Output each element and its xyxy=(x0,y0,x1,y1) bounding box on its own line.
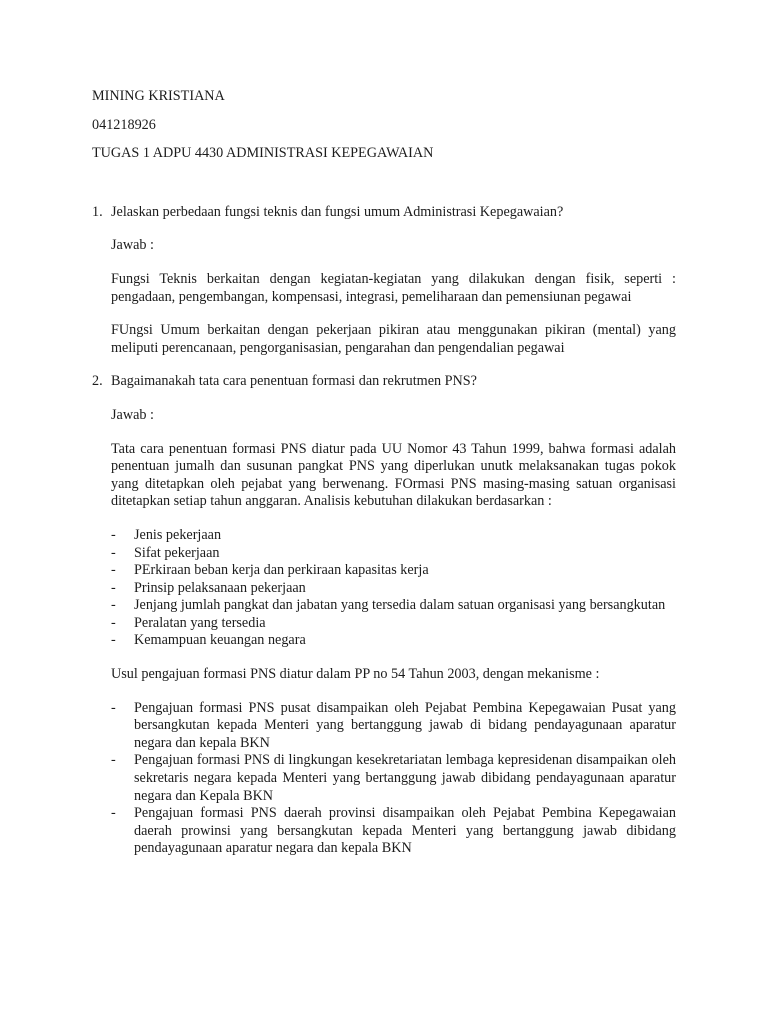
list-item-text: PErkiraan beban kerja dan perkiraan kapasitas kerja xyxy=(134,562,429,579)
list-item xyxy=(111,700,676,753)
question-2-number: 2. xyxy=(92,373,103,390)
list-item-text: Peralatan yang tersedia xyxy=(134,614,266,631)
bullet-dash: - xyxy=(111,752,116,769)
list-item xyxy=(111,545,676,563)
list-item-text: Prinsip pelaksanaan pekerjaan xyxy=(134,579,306,596)
bullet-dash: - xyxy=(111,699,116,716)
assignment-title: TUGAS 1 ADPU 4430 ADMINISTRASI KEPEGAWAIAN xyxy=(92,145,434,162)
list-item-text: Jenis pekerjaan xyxy=(134,526,222,543)
submission-mechanism-list xyxy=(111,700,676,858)
question-1 xyxy=(92,204,676,358)
question-1-answer-paragraph-2: FUngsi Umum berkaitan dengan pekerjaan pikiran atau menggunakan pikiran (mental) yang meliputi perencanaan, pengorganisasian, pengarahan dan pengendalian pegawai xyxy=(111,322,676,356)
list-item xyxy=(111,597,676,615)
list-item xyxy=(111,580,676,598)
bullet-dash: - xyxy=(111,562,116,579)
question-2-answer-paragraph-2: Usul pengajuan formasi PNS diatur dalam PP no 54 Tahun 2003, dengan mekanisme : xyxy=(111,666,600,683)
author-name: MINING KRISTIANA xyxy=(92,88,225,104)
list-item-text: Jenjang jumlah pangkat dan jabatan yang tersedia dalam satuan organisasi yang bersangkutan xyxy=(134,597,666,614)
bullet-dash: - xyxy=(111,805,116,822)
list-item xyxy=(111,632,676,650)
list-item xyxy=(111,752,676,805)
list-item xyxy=(111,562,676,580)
question-2-answer-label: Jawab : xyxy=(111,406,154,423)
question-2-text: Bagaimanakah tata cara penentuan formasi dan rekrutmen PNS? xyxy=(111,373,477,390)
bullet-dash: - xyxy=(111,544,116,561)
bullet-dash: - xyxy=(111,632,116,649)
bullet-dash: - xyxy=(111,597,116,614)
question-1-number: 1. xyxy=(92,203,103,220)
question-1-answer-paragraph-1: Fungsi Teknis berkaitan dengan kegiatan-kegiatan yang dilakukan dengan fisik, seperti : pengadaan, pengembangan, kompensasi, integrasi, pemeliharaan dan pemensiunan pegawai xyxy=(111,270,676,305)
list-item xyxy=(111,615,676,633)
list-item-text: Pengajuan formasi PNS daerah provinsi disampaikan oleh Pejabat Pembina Kepegawaian daerah prowinsi yang bersangkutan kepada Menteri yang bertanggung jawab dibidang pendayagunaan aparatur negara dan kepala BKN xyxy=(134,805,676,857)
list-item xyxy=(111,805,676,858)
bullet-dash: - xyxy=(111,579,116,596)
bullet-dash: - xyxy=(111,614,116,631)
list-item-text: Kemampuan keuangan negara xyxy=(134,632,306,649)
student-id: 041218926 xyxy=(92,116,156,133)
question-2 xyxy=(92,373,676,858)
analysis-criteria-list xyxy=(111,527,676,650)
question-1-text: Jelaskan perbedaan fungsi teknis dan fungsi umum Administrasi Kepegawaian? xyxy=(111,203,564,220)
bullet-dash: - xyxy=(111,526,116,543)
list-item-text: Pengajuan formasi PNS pusat disampaikan oleh Pejabat Pembina Kepegawaian Pusat yang bersangkutan kepada Menteri yang bertanggung jawab di bidang pendayagunaan aparatur negara dan kepala BKN xyxy=(134,699,676,751)
list-item-text: Pengajuan formasi PNS di lingkungan kesekretariatan lembaga kepresidenan disampaikan oleh sekretaris negara kepada Menteri yang bertanggung jawab dibidang pendayagunaan aparatur negara dan Kepala BKN xyxy=(134,752,676,804)
question-2-answer-paragraph-1: Tata cara penentuan formasi PNS diatur pada UU Nomor 43 Tahun 1999, bahwa formasi adalah penentuan jumalh dan susunan pangkat PNS yang diperlukan unutk melaksanakan tugas pokok yang ditetapkan oleh pejabat yang berwenang. FOrmasi PNS masing-masing satuan organisasi ditetapkan setiap tahun anggaran. Analisis kebutuhan dilakukan berdasarkan : xyxy=(111,440,676,510)
list-item xyxy=(111,527,676,545)
list-item-text: Sifat pekerjaan xyxy=(134,544,220,561)
question-1-answer-label: Jawab : xyxy=(111,237,154,254)
